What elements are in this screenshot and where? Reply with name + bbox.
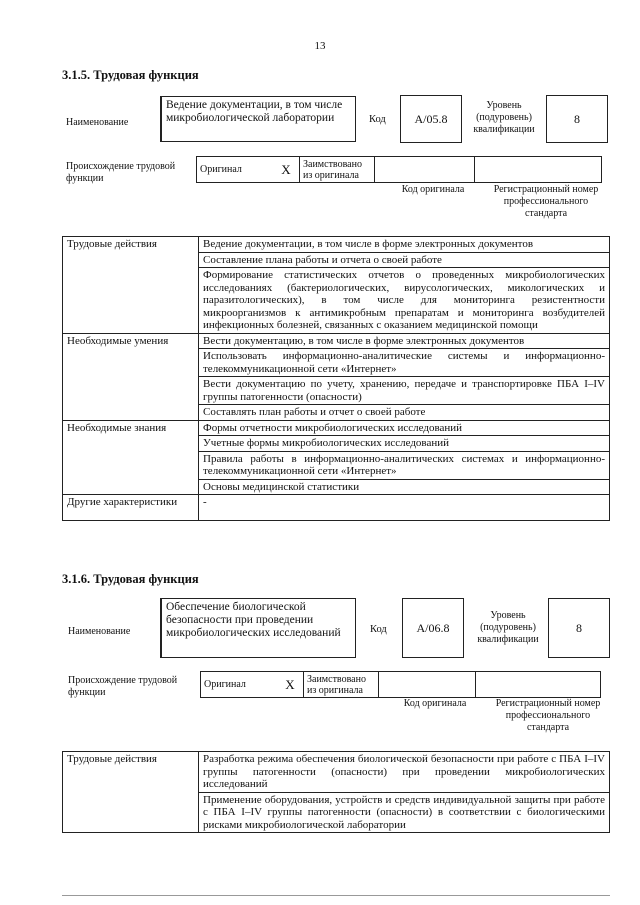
reg-number-cell xyxy=(476,672,601,698)
name-label: Наименование xyxy=(66,117,129,128)
level-box: 8 xyxy=(546,95,608,143)
code-original-caption: Код оригинала xyxy=(403,698,467,709)
origin-table xyxy=(196,156,602,183)
function-table-3-1-6 xyxy=(62,751,610,833)
table-cell: Формы отчетности микробиологических исследований xyxy=(199,420,610,436)
level-box: 8 xyxy=(548,598,610,658)
code-original-caption: Код оригинала xyxy=(401,184,465,195)
original-mark: X xyxy=(277,672,304,698)
origin-table xyxy=(200,671,601,698)
table-cell: Применение оборудования, устройств и средств индивидуальной защиты при работе с ПБА I–IV группы патогенности (опасности) в соответствии с биологическими рисками микробиологической лаборатории xyxy=(199,792,610,833)
code-original-cell xyxy=(375,157,475,183)
original-label: Оригинал xyxy=(201,672,278,698)
section-title-3-1-5: 3.1.5. Трудовая функция xyxy=(62,68,199,82)
reg-number-cell xyxy=(475,157,602,183)
table-row xyxy=(63,333,610,349)
level-label: Уровень (подуровень) квалификации xyxy=(477,610,539,645)
function-name-box: Ведение документации, в том числе микробиологической лаборатории xyxy=(160,96,356,142)
table-cell: Составление плана работы и отчета о своей работе xyxy=(199,252,610,268)
table-row xyxy=(63,237,610,253)
function-table-3-1-5 xyxy=(62,236,610,521)
category-other: Другие характеристики xyxy=(63,495,199,521)
borrowed-label: Заимствовано из оригинала xyxy=(304,672,379,698)
origin-label: Происхождение трудовой функции xyxy=(66,161,176,184)
category-labor-actions: Трудовые действия xyxy=(63,237,199,334)
category-skills: Необходимые умения xyxy=(63,333,199,420)
table-cell: Учетные формы микробиологических исследований xyxy=(199,436,610,452)
table-cell: Составлять план работы и отчет о своей работе xyxy=(199,405,610,421)
borrowed-label: Заимствовано из оригинала xyxy=(300,157,375,183)
table-cell: Правила работы в информационно-аналитических системах и информационно-телекоммуникационной сети «Интернет» xyxy=(199,451,610,479)
code-label: Код xyxy=(370,624,387,635)
page-bottom-rule xyxy=(62,895,610,896)
original-label: Оригинал xyxy=(197,157,274,183)
table-cell: Ведение документации, в том числе в форме электронных документов xyxy=(199,237,610,253)
origin-label: Происхождение трудовой функции xyxy=(68,675,178,698)
code-label: Код xyxy=(369,114,386,125)
category-knowledge: Необходимые знания xyxy=(63,420,199,495)
table-cell: Использовать информационно-аналитические системы и информационно-телекоммуникационной сети «Интернет» xyxy=(199,349,610,377)
code-box: А/06.8 xyxy=(402,598,464,658)
table-row xyxy=(63,420,610,436)
page-number: 13 xyxy=(314,40,326,52)
table-row xyxy=(63,752,610,793)
table-cell: Основы медицинской статистики xyxy=(199,479,610,495)
table-cell: Вести документацию, в том числе в форме электронных документов xyxy=(199,333,610,349)
table-cell: Формирование статистических отчетов о проведенных микробиологических исследованиях (бактериологических, вирусологических, микологических и паразитологических), в том числе для мониторинга резистентности микроорганизмов к антимикробным препаратам и мониторинга возбудителей инфекционных болезней, связанных с оказанием медицинской помощи xyxy=(199,268,610,334)
level-label: Уровень (подуровень) квалификации xyxy=(473,100,535,135)
category-labor-actions: Трудовые действия xyxy=(63,752,199,833)
table-cell: Разработка режима обеспечения биологической безопасности при работе с ПБА I–IV группы патогенности (опасности) при проведении микробиологических исследований xyxy=(199,752,610,793)
reg-number-caption: Регистрационный номер профессионального стандарта xyxy=(495,698,601,733)
table-cell: Вести документацию по учету, хранению, передаче и транспортировке ПБА I–IV группы патогенности (опасности) xyxy=(199,377,610,405)
function-name-box: Обеспечение биологической безопасности при проведении микробиологических исследований xyxy=(160,598,356,658)
table-cell: - xyxy=(199,495,610,521)
table-row xyxy=(63,495,610,521)
reg-number-caption: Регистрационный номер профессионального стандарта xyxy=(493,184,599,219)
original-mark: X xyxy=(273,157,300,183)
name-label: Наименование xyxy=(68,626,131,637)
section-title-3-1-6: 3.1.6. Трудовая функция xyxy=(62,572,199,586)
code-box: А/05.8 xyxy=(400,95,462,143)
code-original-cell xyxy=(379,672,476,698)
